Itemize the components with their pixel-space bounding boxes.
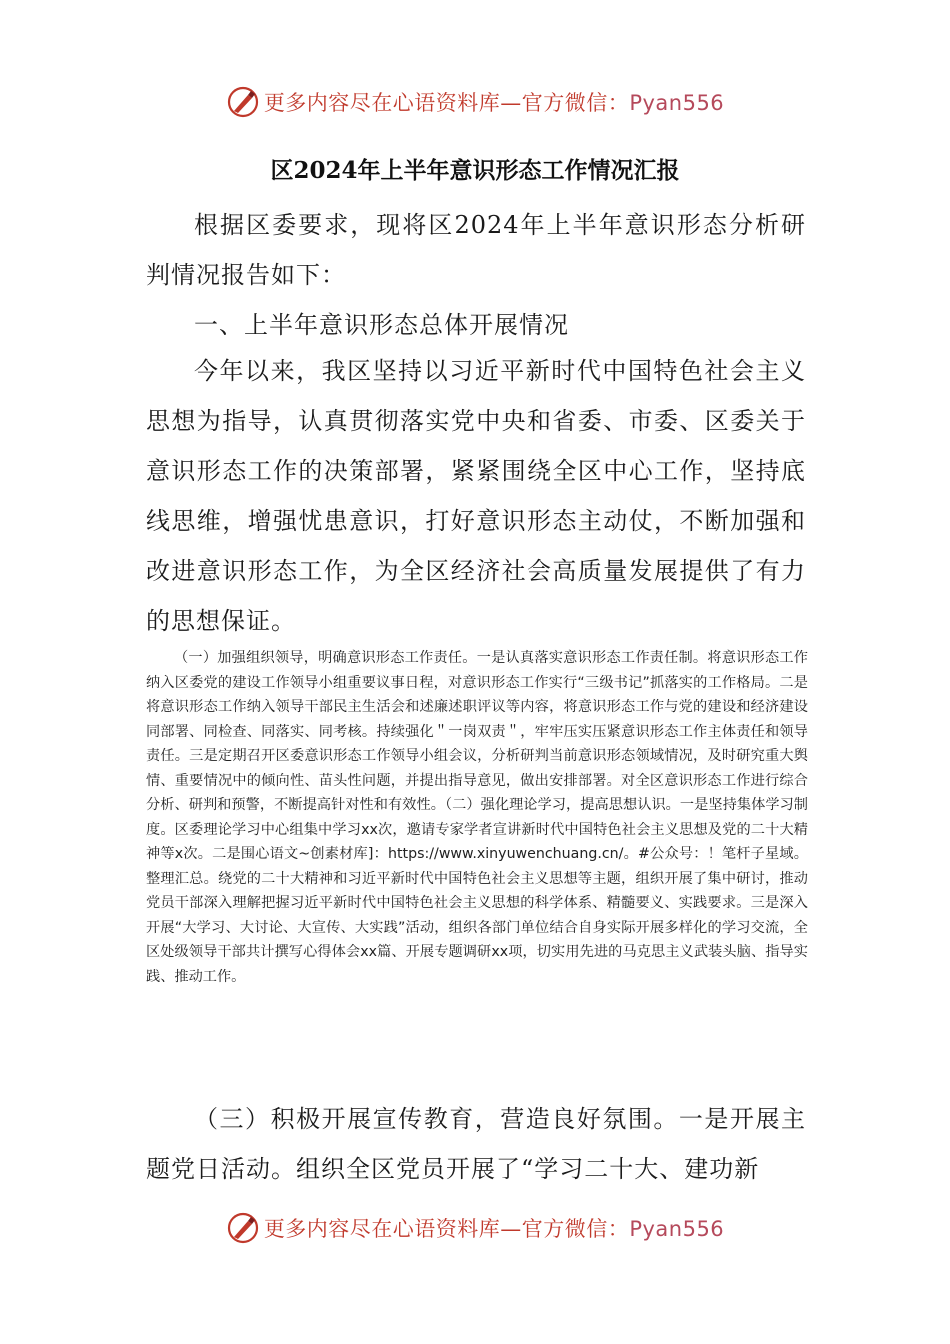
intro-paragraph: 根据区委要求，现将区2024年上半年意识形态分析研判情况报告如下：	[146, 211, 806, 289]
section-1-paragraph: 今年以来，我区坚持以习近平新时代中国特色社会主义思想为指导，认真贯彻落实党中央和省委、市委、区委关于意识形态工作的决策部署，紧紧围绕全区中心工作，坚持底线思维，增强忧患意识，打好意识形态主动仗，不断加强和改进意识形态工作，为全区经济社会高质量发展提供了有力的思想保证。	[146, 357, 806, 635]
small-print-paragraph: （一）加强组织领导，明确意识形态工作责任。一是认真落实意识形态工作责任制。将意识形态工作纳入区委党的建设工作领导小组重要议事日程，对意识形态工作实行“三级书记”抓落实的工作格局。二是将意识形态工作纳入领导干部民主生活会和述廉述职评议等内容，将意识形态工作与党的建设和经济建设同部署、同检查、同落实、同考核。持续强化＂一岗双责＂，牢牢压实压紧意识形态工作主体责任和领导责任。三是定期召开区委意识形态工作领导小组会议，分析研判当前意识形态领域情况，及时研究重大舆情、重要情况中的倾向性、苗头性问题，并提出指导意见，做出安排部署。对全区意识形态工作进行综合分析、研判和预警，不断提高针对性和有效性。（二）强化理论学习，提高思想认识。一是坚持集体学习制度。区委理论学习中心组集中学习xx次，邀请专家学者宣讲新时代中国特色社会主义思想及党的二十大精神等x次。二是围心语文~创素材库]：https://www.xinyuwenchuang.cn/。#公众号：！笔杆子星域。整理汇总。绕党的二十大精神和习近平新时代中国特色社会主义思想等主题，组织开展了集中研讨，推动党员干部深入理解把握习近平新时代中国特色社会主义思想的科学体系、精髓要义、实践要求。三是深入开展“大学习、大讨论、大宣传、大实践”活动，组织各部门单位结合自身实际开展多样化的学习交流，全区处级领导干部共计撰写心得体会xx篇、开展专题调研xx项，切实用先进的马克思主义武装头脑、指导实践、推动工作。	[146, 650, 808, 985]
pen-logo-icon	[226, 85, 260, 119]
pen-logo-icon	[226, 1211, 260, 1245]
section-1-heading: 一、上半年意识形态总体开展情况	[194, 311, 569, 339]
watermark-text: 更多内容尽在心语资料库—官方微信：Pyan556	[263, 91, 725, 115]
watermark-banner-top	[0, 82, 950, 122]
watermark-banner-bottom	[0, 1208, 950, 1248]
watermark-text: 更多内容尽在心语资料库—官方微信：Pyan556	[263, 1217, 725, 1241]
section-3-paragraph: （三）积极开展宣传教育，营造良好氛围。一是开展主题党日活动。组织全区党员开展了“学习二十大、建功新	[146, 1105, 806, 1183]
document-title: 区2024年上半年意识形态工作情况汇报	[270, 157, 680, 184]
